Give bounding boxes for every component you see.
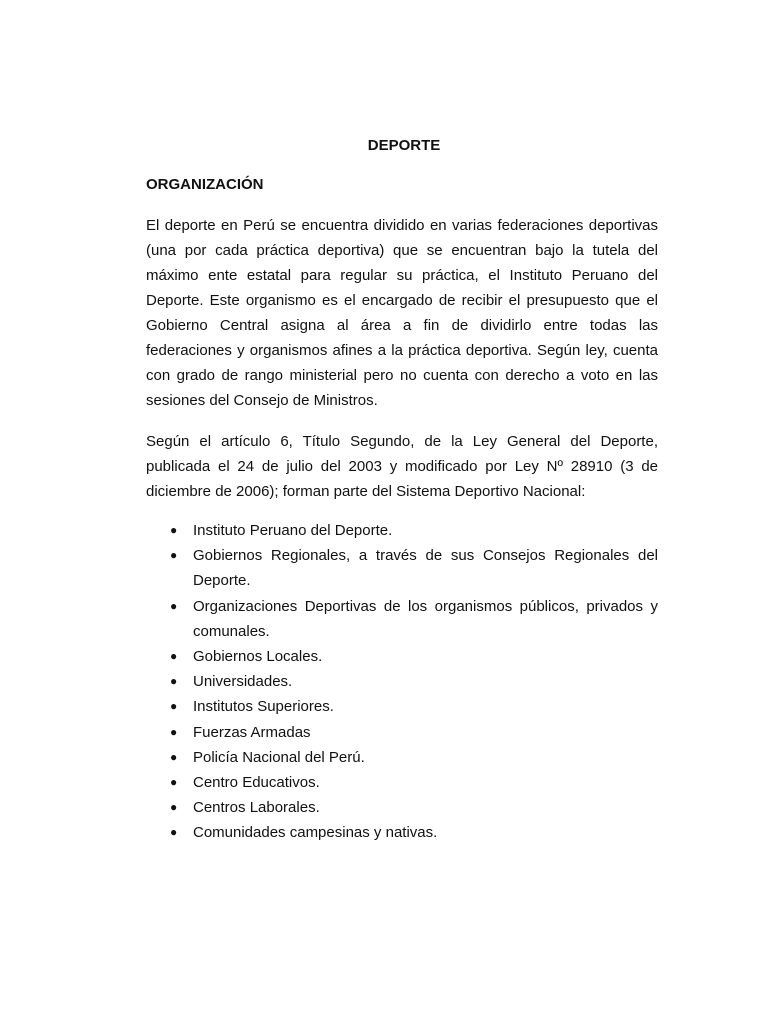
list-item-text: Comunidades campesinas y nativas. <box>193 824 438 842</box>
sports-system-list <box>146 518 658 846</box>
bullet-icon: ● <box>170 649 178 664</box>
bullet-icon: ● <box>170 800 178 815</box>
list-item <box>146 694 658 719</box>
list-item-text: Gobiernos Locales. <box>193 648 323 666</box>
list-item <box>146 543 658 593</box>
list-item <box>146 594 658 644</box>
list-item <box>146 770 658 795</box>
list-item-text: Organizaciones Deportivas de los organismos públicos, privados y comunales. <box>193 597 658 640</box>
list-item-text: Instituto Peruano del Deporte. <box>193 522 393 539</box>
list-item-text: Fuerzas Armadas <box>193 723 311 741</box>
bullet-icon: ● <box>170 674 178 689</box>
bullet-icon: ● <box>170 699 178 714</box>
list-item <box>146 518 658 543</box>
document-page <box>146 134 658 846</box>
list-item <box>146 795 658 820</box>
document-title: DEPORTE <box>367 137 441 154</box>
list-item <box>146 745 658 770</box>
list-item-text: Universidades. <box>193 673 293 691</box>
list-item-text: Institutos Superiores. <box>193 698 334 716</box>
bullet-icon: ● <box>170 523 178 537</box>
bullet-icon: ● <box>170 598 178 613</box>
list-item-text: Gobiernos Regionales, a través de sus Consejos Regionales del Deporte. <box>193 547 658 590</box>
list-item <box>146 720 658 745</box>
list-item <box>146 669 658 694</box>
section-heading: ORGANIZACIÓN <box>146 176 264 193</box>
list-item-text: Centro Educativos. <box>193 774 320 792</box>
bullet-icon: ● <box>170 825 178 840</box>
list-item-text: Centros Laborales. <box>193 799 320 817</box>
bullet-icon: ● <box>170 548 178 563</box>
bullet-icon: ● <box>170 775 178 790</box>
bullet-icon: ● <box>170 749 178 764</box>
list-item <box>146 644 658 669</box>
paragraph-intro: El deporte en Perú se encuentra dividido en varias federaciones deportivas (una por cada práctica deportiva) que se encuentran bajo la tutela del máximo ente estatal para regular su práctica, el Instituto Peruano del Deporte. Este organismo es el encargado de recibir el presupuesto que el Gobierno Central asigna al área a fin de dividirlo entre todas las federaciones y organismos afines a la práctica deportiva. Según ley, cuenta con grado de rango ministerial pero no cuenta con derecho a voto en las sesiones del Consejo de Ministros. <box>146 217 658 409</box>
paragraph-law: Según el artículo 6, Título Segundo, de la Ley General del Deporte, publicada el 24 de julio del 2003 y modificado por Ley Nº 28910 (3 de diciembre de 2006); forman parte del Sistema Deportivo Nacional: <box>146 433 658 500</box>
list-item-text: Policía Nacional del Perú. <box>193 748 365 766</box>
bullet-icon: ● <box>170 724 178 739</box>
list-item <box>146 820 658 845</box>
